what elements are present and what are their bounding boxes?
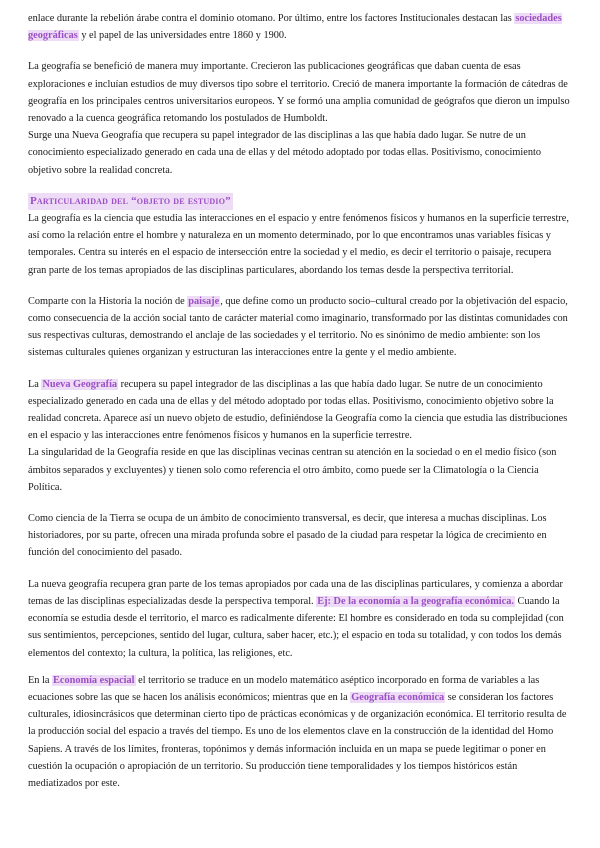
highlight-ejemplo-geografia-economica: Ej: De la economía a la geografía económica. — [317, 595, 514, 607]
highlight-geografia-economica: Geografía económica — [351, 691, 445, 703]
paragraph-2: La geografía se benefició de manera muy importante. Crecieron las publicaciones geográficas que daban cuenta de esas exploraciones e incluían estudios de muy diversos tipo sobre el territorio. Creció de manera importante la formación de cátedras de geografía en los principales centros universitarios europeos. Y se formó una amplia comunidad de geógrafos que dieron un impulso renovado a la cuenca geográfica retomando los postulados de Humboldt. — [28, 61, 570, 125]
paragraph-10: En la Economía espacial el territorio se traduce en un modelo matemático aséptico incorporado en forma de variables a las ecuaciones sobre las que se hacen los análisis económicos; mientras que en la Geografía económica se consideran los factores culturales, idiosincrásicos que determinan cierto tipo de prácticas económicas y de organización económica. El territorio resulta de la producción social del espacio a través del tiempo. Es uno de los elementos clave en la construcción de la identidad del Homo Sapiens. A través de los límites, fronteras, topónimos y demás información incluida en un mapa se puede legitimar o poner en cuestión la ocupación o apropiación de un territorio. Su producción tiene temporalidades y los tiempos históricos están mediatizados por este. — [28, 674, 567, 789]
paragraph-8: Como ciencia de la Tierra se ocupa de un ámbito de conocimiento transversal, es decir, que interesa a muchas disciplinas. Los historiadores, por su parte, ofrecen una mirada profunda sobre el pasado de la ciudad para respetar la lógica de crecimiento en función del conocimiento del pasado. — [28, 513, 547, 559]
paragraph-5: Comparte con la Historia la noción de paisaje, que define como un producto socio–cultural creado por la objetivación del espacio, como consecuencia de la acción social tanto de carácter material como imaginario, transformado por las distintas comunidades con sus respectivas culturas, demostrando el anclaje de las sociedades y el territorio. No es sinónimo de medio ambiente: son los sistemas culturales quienes organizan y estructuran las interacciones entre la gente y el medio ambiente. — [28, 295, 568, 359]
highlight-paisaje: paisaje — [188, 295, 220, 307]
paragraph-1: enlace durante la rebelión árabe contra el dominio otomano. Por último, entre los factores Institucionales destacan las sociedades geográficas y el papel de las universidades entre 1860 y 1900. — [28, 13, 562, 42]
highlight-sociedades-geograficas: sociedades geográficas — [28, 13, 562, 42]
paragraph-7: La singularidad de la Geografía reside en que las disciplinas vecinas centran su atención en la sociedad o en el medio físico (son ámbitos separados y excluyentes) y tienen solo como referencia el otro ámbito, como puede ser la Climatología o la Ciencia Política. — [28, 447, 557, 493]
paragraph-3: Surge una Nueva Geografía que recupera su papel integrador de las disciplinas a las que había dado lugar. Se nutre de un conocimiento especializado generado en cada una de ellas y del método adoptado por todas ellas. Positivismo, conocimiento objetivo sobre la realidad concreta. — [28, 130, 541, 176]
paragraph-9: La nueva geografía recupera gran parte de los temas apropiados por cada una de las disciplinas particulares, y comienza a abordar temas de las disciplinas especializadas desde la perspectiva temporal. Ej: De la economía a la geografía económica. Cuando la economía se estudia desde el territorio, el marco es radicalmente diferente: El hombre es considerado en toda su complejidad (con sus sentimientos, percepciones, sentido del lugar, cultura, saber hacer, etc.); el espacio en toda su totalidad, y con todos los demás elementos del contexto; la cultura, la política, las religiones, etc. — [28, 578, 564, 659]
section-heading: Particularidad del “objeto de estudio” — [28, 193, 233, 210]
paragraph-4: La geografía es la ciencia que estudia las interacciones en el espacio y entre fenómenos físicos y humanos en la superficie terrestre, así como la relación entre el hombre y naturaleza en un momento determinado, por lo que encontramos unas variables físicas y temporales. Centra su interés en el espacio de intersección entre la sociedad y el medio, es decir el territorio o paisaje, recupera gran parte de los temas apropiados de las disciplinas particulares, abordando los temas desde la perspectiva territorial. — [28, 213, 569, 276]
highlight-nueva-geografia: Nueva Geografía — [42, 378, 118, 390]
highlight-economia-espacial: Economía espacial — [53, 674, 135, 686]
section-heading-wrapper — [28, 193, 572, 210]
paragraph-6: La Nueva Geografía recupera su papel integrador de las disciplinas a las que había dado lugar. Se nutre de un conocimiento especializado generado en cada una de ellas y del método adoptado por todas ellas. Positivismo, conocimiento objetivo sobre la realidad concreta. Aparece así un nuevo objeto de estudio, definiéndose la Geografía como la ciencia que estudia las distribuciones en el espacio y las interacciones entre fenómenos físicos y humanos en la superficie terrestre. — [28, 378, 568, 442]
